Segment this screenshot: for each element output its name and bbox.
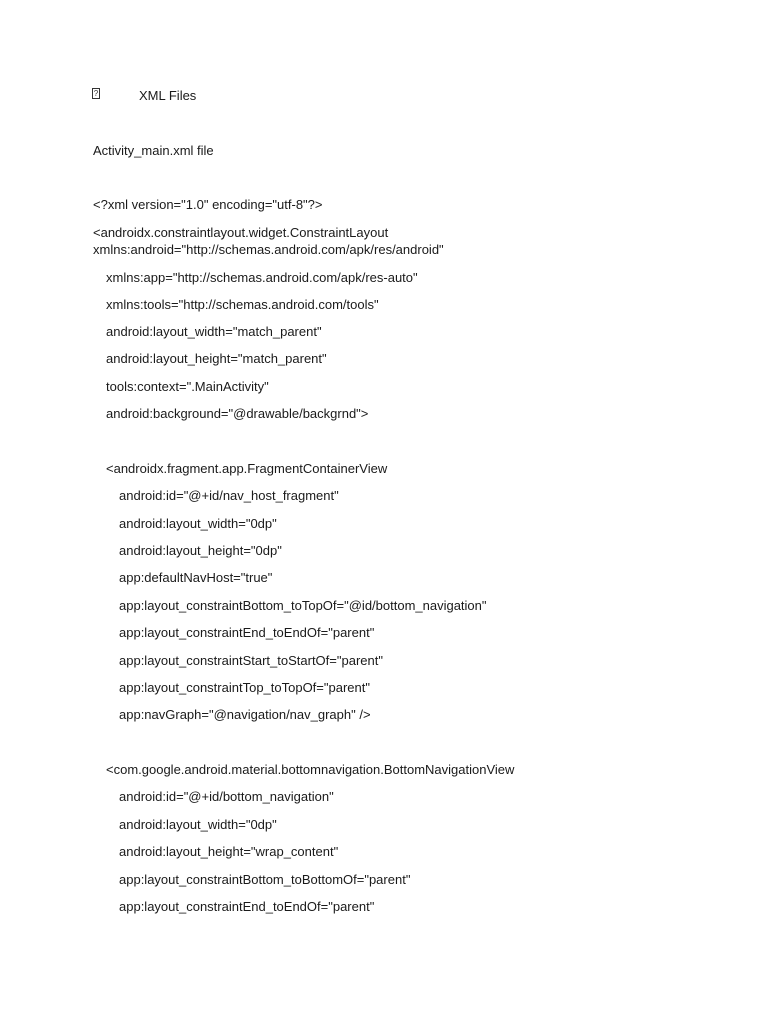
code-line: android:background="@drawable/backgrnd"> [106,406,369,421]
code-line: <androidx.fragment.app.FragmentContainerView [106,461,388,476]
code-line: android:layout_height="0dp" [119,543,282,558]
code-line: android:layout_height="wrap_content" [119,844,339,859]
section-heading: XML Files [139,88,197,103]
code-line: android:layout_width="0dp" [119,817,277,832]
code-line: app:layout_constraintTop_toTopOf="parent" [119,680,370,695]
code-line: app:layout_constraintBottom_toBottomOf="parent" [119,872,411,887]
code-line: <com.google.android.material.bottomnavigation.BottomNavigationView [106,762,515,777]
code-line: <androidx.constraintlayout.widget.ConstraintLayout [93,225,389,240]
code-line: app:defaultNavHost="true" [119,570,273,585]
code-line: tools:context=".MainActivity" [106,379,269,394]
code-line: android:layout_height="match_parent" [106,351,327,366]
code-line: app:layout_constraintStart_toStartOf="parent" [119,653,383,668]
code-line: android:id="@+id/bottom_navigation" [119,789,334,804]
file-label: Activity_main.xml file [93,143,214,158]
code-line: android:layout_width="match_parent" [106,324,322,339]
code-line: <?xml version="1.0" encoding="utf-8"?> [93,197,323,212]
bullet-icon: ? [93,89,99,98]
code-line: app:layout_constraintEnd_toEndOf="parent" [119,899,375,914]
code-line: android:layout_width="0dp" [119,516,277,531]
code-line: android:id="@+id/nav_host_fragment" [119,488,339,503]
code-line: xmlns:app="http://schemas.android.com/apk/res-auto" [106,270,418,285]
code-line: app:layout_constraintBottom_toTopOf="@id/bottom_navigation" [119,598,487,613]
code-line: app:layout_constraintEnd_toEndOf="parent" [119,625,375,640]
code-line: xmlns:tools="http://schemas.android.com/tools" [106,297,379,312]
code-line: app:navGraph="@navigation/nav_graph" /> [119,707,371,722]
code-line: xmlns:android="http://schemas.android.com/apk/res/android" [93,242,444,257]
